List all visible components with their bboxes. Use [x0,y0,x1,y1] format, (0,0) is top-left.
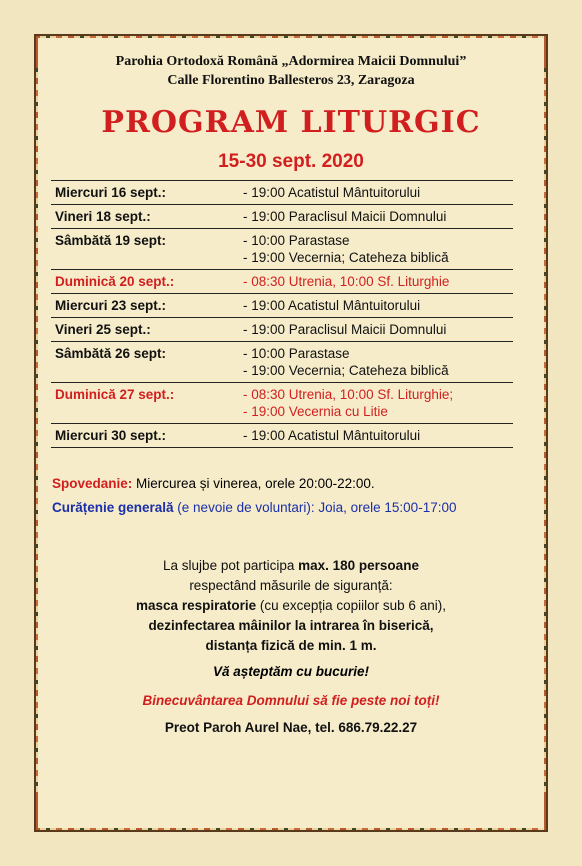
notice-capacity: max. 180 persoane [298,558,419,573]
schedule-row [51,294,513,318]
service-entry: - 08:30 Utrenia, 10:00 Sf. Liturghie; [243,387,454,402]
schedule-day: Sâmbătă 19 sept: [55,233,167,248]
flyer-content [38,38,544,828]
service-entry: - 19:00 Vecernia cu Litie [243,404,388,419]
schedule-services [239,294,513,318]
notice-mask-exception: (cu excepția copiilor sub 6 ani), [256,598,446,613]
schedule-day: Duminică 27 sept.: [55,387,175,402]
notice-mask: masca respiratorie [136,598,257,613]
cleaning-line [52,498,544,518]
schedule-services [239,318,513,342]
safety-notice [38,556,544,656]
schedule-services [239,342,513,383]
cleaning-text: (e nevoie de voluntari): Joia, orele 15:00-17:00 [173,500,457,515]
service-entry: - 19:00 Acatistul Mântuitorului [243,298,421,313]
service-entry: - 19:00 Vecernia; Cateheza biblică [243,250,449,265]
service-entry: - 19:00 Acatistul Mântuitorului [243,185,421,200]
service-entry: - 10:00 Parastase [243,346,350,361]
page-title: PROGRAM LITURGIC [101,105,481,140]
schedule-day: Duminică 20 sept.: [55,274,175,289]
notice-line-4: dezinfectarea mâinilor la intrarea în biserică, [148,618,434,633]
confession-label: Spovedanie: [52,476,133,491]
schedule-day: Sâmbătă 26 sept: [55,346,167,361]
schedule-table [51,180,513,448]
service-entry: - 08:30 Utrenia, 10:00 Sf. Liturghie [243,274,450,289]
schedule-day: Miercuri 30 sept.: [55,428,167,443]
parish-address: Calle Florentino Ballesteros 23, Zaragoza [167,73,415,88]
notice-line-1 [38,556,544,576]
cleaning-label: Curățenie generală [52,500,174,515]
schedule-row [51,342,513,383]
schedule-row [51,318,513,342]
priest-contact: Preot Paroh Aurel Nae, tel. 686.79.22.27 [164,720,418,735]
service-entry: - 19:00 Paraclisul Maicii Domnului [243,322,447,337]
schedule-services [239,270,513,294]
schedule-row [51,205,513,229]
confession-line [52,474,544,494]
schedule-services [239,383,513,424]
schedule-row [51,383,513,424]
schedule-row [51,229,513,270]
notice-line-5: distanța fizică de min. 1 m. [205,638,377,653]
service-entry: - 19:00 Acatistul Mântuitorului [243,428,421,443]
service-entry: - 19:00 Paraclisul Maicii Domnului [243,209,447,224]
service-entry: - 10:00 Parastase [243,233,350,248]
schedule-services [239,229,513,270]
welcome-text: Vă așteptăm cu bucurie! [212,664,370,679]
confession-text: Miercurea și vinerea, orele 20:00-22:00. [132,476,375,491]
service-entry: - 19:00 Vecernia; Cateheza biblică [243,363,449,378]
date-range: 15-30 sept. 2020 [218,151,364,172]
schedule-services [239,205,513,229]
schedule-day: Vineri 18 sept.: [55,209,151,224]
schedule-day: Vineri 25 sept.: [55,322,151,337]
schedule-services [239,424,513,448]
blessing-text: Binecuvântarea Domnului să fie peste noi toți! [142,693,440,708]
notice-text: La slujbe pot participa [163,558,299,573]
schedule-services [239,181,513,205]
schedule-row [51,424,513,448]
notice-line-3 [38,596,544,616]
notice-line-2: respectând măsurile de siguranță: [189,578,393,593]
schedule-day: Miercuri 23 sept.: [55,298,167,313]
schedule-day: Miercuri 16 sept.: [55,185,167,200]
schedule-row [51,270,513,294]
schedule-row [51,181,513,205]
parish-name: Parohia Ortodoxă Română „Adormirea Maicii Domnului” [115,54,467,69]
